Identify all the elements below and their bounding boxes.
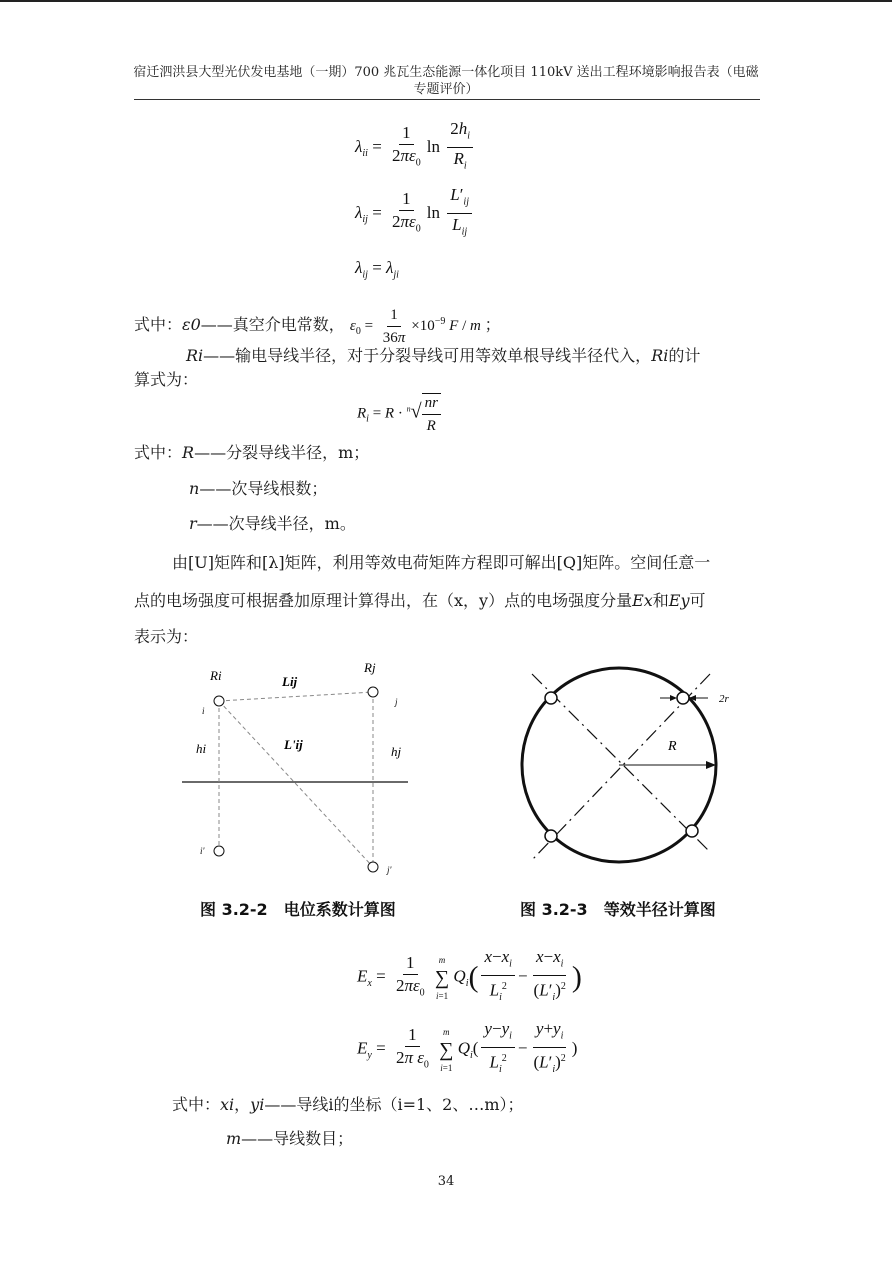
image-j [368,862,378,872]
body-line-1: 由[U]矩阵和[λ]矩阵，利用等效电荷矩阵方程即可解出[Q]矩阵。空间任意一 [172,553,711,572]
label-r: R [668,739,677,754]
where-n: n——次导线根数； [189,479,328,498]
label-rj: Rj [364,660,376,675]
equation-ex: $E_x$ = $\frac{1}{2\pi\varepsilon_0}$ m ∑ i=1 $Q_i$( $\frac{x-x_i}{L_i^2}$ − $\frac{x-x_i}{(L'_i)^2}$ ) [357,947,582,1004]
label-i: i [202,706,205,716]
equation-ey: $E_y$ = $\frac{1}{2\pi \varepsilon_0}$ m ∑ i=1 $Q_i$( $\frac{y-y_i}{L_i^2}$ − $\frac{y+y_i}{(L'_i)^2}$ ) [357,1019,578,1076]
figure-caption-left: 图 3.2-2 电位系数计算图 [200,900,396,919]
subconductor-3 [545,830,557,842]
where-epsilon0: 式中：ε0——真空介电常数， $\varepsilon_0$ = $\frac{1}{36\pi}$ $\times 10^{-9}$ F / m ； [134,307,501,346]
page-number: 34 [437,1174,455,1189]
equation-ri: $R_i = R \cdot ^n√$ $\frac{nr}{R}$ [357,393,444,435]
line-lij [219,692,373,701]
label-lij-prime: L'ij [284,737,303,752]
label-j-prime: j' [387,865,392,875]
equation-lambda-ij: $\lambda_{ij}$ = $\frac{1}{2\pi\varepsilon_0}$ ln $\frac{L'_{ij}}{L_{ij}}$ [355,186,475,242]
label-hi: hi [196,741,207,756]
where-r-sub: r——次导线半径，m。 [189,514,356,533]
label-lij: Lij [282,674,298,689]
header-rule [134,99,760,100]
subconductor-2 [677,692,689,704]
conductor-i [214,696,224,706]
label-j: j [395,697,398,707]
subconductor-1 [545,692,557,704]
where-r-split: 式中：R——分裂导线半径，m； [134,443,370,462]
where-m: m——导线数目； [226,1129,354,1148]
image-i [214,846,224,856]
subconductor-4 [686,825,698,837]
ri-description: Ri——输电导线半径，对于分裂导线可用等效单根导线半径代入，Ri的计 [186,346,701,365]
conductor-j [368,687,378,697]
line-lij-prime [219,701,373,867]
page-header: 宿迁泗洪县大型光伏发电基地（一期）700 兆瓦生态能源一体化项目 110kV 送出工程环境影响报告表（电磁专题评价） [133,65,759,97]
equivalent-radius-diagram [510,662,760,877]
ri-description-line2: 算式为： [134,370,199,389]
label-i-prime: i' [200,846,205,856]
equation-lambda-ii: $\lambda_{ii}$ = $\frac{1}{2\pi\varepsilon_0}$ ln $\frac{2h_i}{R_i}$ [355,120,476,176]
body-line-2: 点的电场强度可根据叠加原理计算得出，在（x，y）点的电场强度分量Ex和Ey可 [134,591,706,610]
where-xi-yi: 式中：xi，yi——导线i的坐标（i=1、2、…m）； [172,1095,524,1114]
label-ri: Ri [210,668,222,683]
equation-lambda-symmetry: $\lambda_{ij} = \lambda_{ji}$ [355,258,399,281]
label-hj: hj [391,744,402,759]
label-2r: 2r [719,693,729,705]
figure-caption-right: 图 3.2-3 等效半径计算图 [520,900,716,919]
potential-coefficient-diagram [176,652,416,882]
top-border [0,0,892,2]
body-line-3: 表示为： [134,627,199,646]
